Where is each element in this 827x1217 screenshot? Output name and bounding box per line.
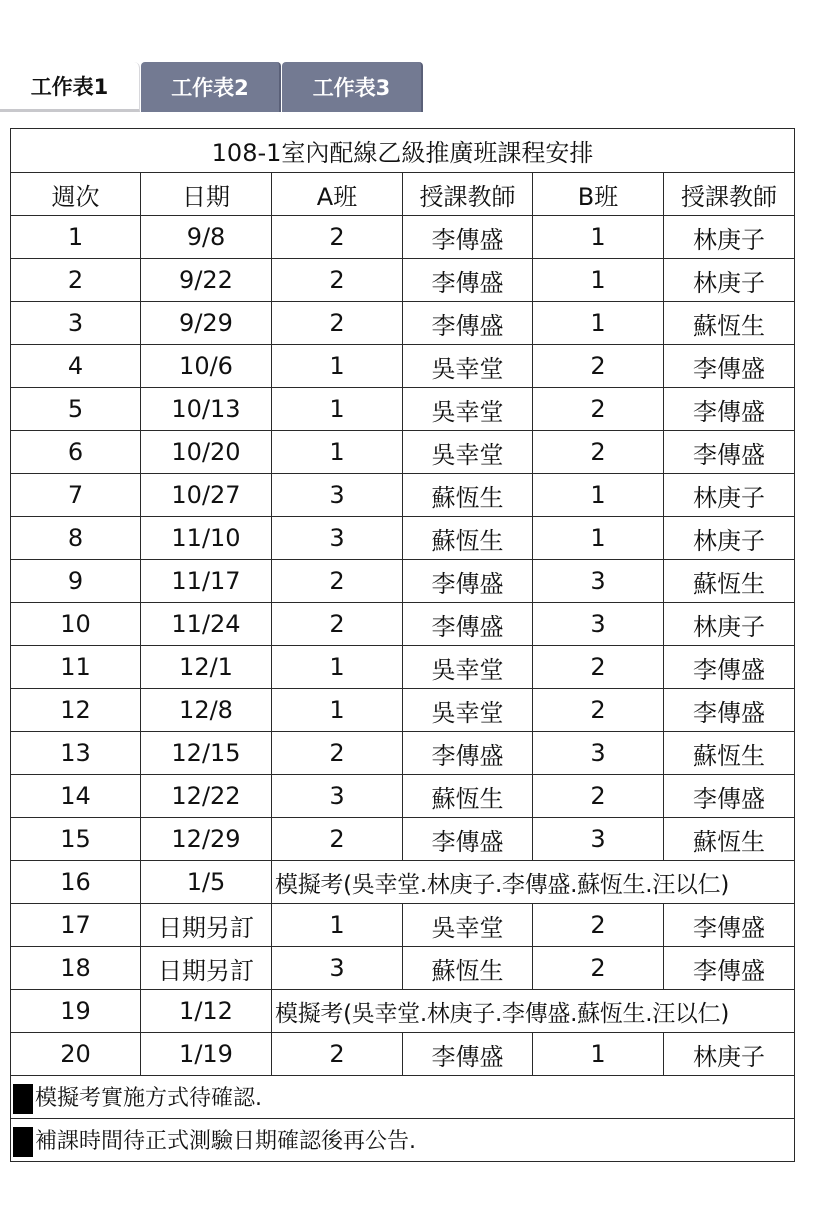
table-cell: 日期另訂 xyxy=(141,904,272,947)
table-row xyxy=(11,216,795,259)
table-cell: 吳幸堂 xyxy=(403,345,533,388)
table-cell: 1 xyxy=(533,1033,664,1076)
exam-note-cell: 模擬考(吳幸堂.林庚子.李傳盛.蘇恆生.汪以仁) xyxy=(272,861,795,904)
table-row xyxy=(11,302,795,345)
table-cell: 16 xyxy=(11,861,141,904)
table-cell: 2 xyxy=(11,259,141,302)
table-cell: 1 xyxy=(272,345,403,388)
table-cell: 李傳盛 xyxy=(403,818,533,861)
table-cell: 2 xyxy=(533,388,664,431)
table-row xyxy=(11,1033,795,1076)
table-cell: 9/8 xyxy=(141,216,272,259)
note-text: 模擬考實施方式待確認. xyxy=(35,1085,262,1111)
table-cell: 1/19 xyxy=(141,1033,272,1076)
exam-note-cell: 模擬考(吳幸堂.林庚子.李傳盛.蘇恆生.汪以仁) xyxy=(272,990,795,1033)
table-cell: 1 xyxy=(533,216,664,259)
table-cell: 2 xyxy=(272,560,403,603)
table-cell: 3 xyxy=(272,775,403,818)
table-row xyxy=(11,861,795,904)
table-cell: 林庚子 xyxy=(664,1033,795,1076)
table-cell: 李傳盛 xyxy=(403,1033,533,1076)
table-cell: 李傳盛 xyxy=(664,689,795,732)
table-cell: 12/1 xyxy=(141,646,272,689)
table-cell: 2 xyxy=(272,732,403,775)
table-cell: 蘇恆生 xyxy=(664,560,795,603)
table-cell: 6 xyxy=(11,431,141,474)
table-cell: 3 xyxy=(272,947,403,990)
table-cell: 1 xyxy=(272,646,403,689)
table-cell: 10/6 xyxy=(141,345,272,388)
table-cell: 9/29 xyxy=(141,302,272,345)
table-cell: 蘇恆生 xyxy=(664,732,795,775)
table-cell: 李傳盛 xyxy=(664,431,795,474)
table-row xyxy=(11,732,795,775)
table-cell: 20 xyxy=(11,1033,141,1076)
schedule-table xyxy=(10,128,795,1162)
table-cell: 3 xyxy=(533,818,664,861)
table-row xyxy=(11,431,795,474)
header-cell: 日期 xyxy=(141,173,272,216)
table-cell: 3 xyxy=(533,603,664,646)
table-cell: 李傳盛 xyxy=(664,904,795,947)
table-row xyxy=(11,259,795,302)
table-cell: 18 xyxy=(11,947,141,990)
table-cell: 蘇恆生 xyxy=(403,474,533,517)
note-row xyxy=(11,1076,795,1119)
table-cell: 蘇恆生 xyxy=(403,947,533,990)
table-row xyxy=(11,474,795,517)
table-cell: 12/8 xyxy=(141,689,272,732)
table-cell: 1/5 xyxy=(141,861,272,904)
table-cell: 李傳盛 xyxy=(664,646,795,689)
table-title: 108-1室內配線乙級推廣班課程安排 xyxy=(11,129,795,173)
table-row xyxy=(11,646,795,689)
table-cell: 2 xyxy=(533,646,664,689)
table-cell: 11 xyxy=(11,646,141,689)
table-cell: 1 xyxy=(272,388,403,431)
table-cell: 3 xyxy=(272,474,403,517)
table-cell: 蘇恆生 xyxy=(664,818,795,861)
table-cell: 8 xyxy=(11,517,141,560)
table-cell: 2 xyxy=(533,345,664,388)
table-cell: 李傳盛 xyxy=(403,603,533,646)
table-row xyxy=(11,775,795,818)
table-cell: 李傳盛 xyxy=(403,216,533,259)
tab-sheet-1[interactable]: 工作表1 xyxy=(0,62,140,112)
table-cell: 15 xyxy=(11,818,141,861)
table-cell: 1 xyxy=(533,517,664,560)
table-cell: 1 xyxy=(11,216,141,259)
table-cell: 日期另訂 xyxy=(141,947,272,990)
table-cell: 吳幸堂 xyxy=(403,646,533,689)
table-cell: 12 xyxy=(11,689,141,732)
tab-sheet-3[interactable]: 工作表3 xyxy=(282,62,423,112)
table-row xyxy=(11,345,795,388)
table-cell: 9/22 xyxy=(141,259,272,302)
table-cell: 2 xyxy=(272,216,403,259)
table-cell: 李傳盛 xyxy=(403,560,533,603)
table-cell: 3 xyxy=(11,302,141,345)
table-cell: 2 xyxy=(533,947,664,990)
table-cell: 10/13 xyxy=(141,388,272,431)
header-cell: 週次 xyxy=(11,173,141,216)
note-text: 補課時間待正式測驗日期確認後再公告. xyxy=(35,1128,416,1154)
table-cell: 5 xyxy=(11,388,141,431)
table-cell: 17 xyxy=(11,904,141,947)
table-cell: 2 xyxy=(272,302,403,345)
table-cell: 2 xyxy=(533,431,664,474)
table-cell: 12/29 xyxy=(141,818,272,861)
table-cell: 林庚子 xyxy=(664,474,795,517)
table-cell: 3 xyxy=(533,560,664,603)
note-cell xyxy=(11,1119,795,1162)
table-cell: 李傳盛 xyxy=(664,345,795,388)
table-cell: 李傳盛 xyxy=(403,302,533,345)
table-cell: 7 xyxy=(11,474,141,517)
title-row xyxy=(11,129,795,173)
table-cell: 2 xyxy=(272,818,403,861)
table-cell: 4 xyxy=(11,345,141,388)
table-cell: 11/24 xyxy=(141,603,272,646)
table-cell: 2 xyxy=(533,904,664,947)
header-cell: A班 xyxy=(272,173,403,216)
table-cell: 12/15 xyxy=(141,732,272,775)
table-cell: 1 xyxy=(272,689,403,732)
table-cell: 林庚子 xyxy=(664,517,795,560)
table-cell: 2 xyxy=(533,689,664,732)
table-cell: 吳幸堂 xyxy=(403,431,533,474)
header-cell: 授課教師 xyxy=(403,173,533,216)
table-cell: 吳幸堂 xyxy=(403,689,533,732)
table-cell: 李傳盛 xyxy=(403,732,533,775)
table-cell: 2 xyxy=(272,1033,403,1076)
table-cell: 1 xyxy=(533,259,664,302)
table-row xyxy=(11,689,795,732)
table-row xyxy=(11,560,795,603)
table-cell: 1 xyxy=(272,431,403,474)
table-cell: 9 xyxy=(11,560,141,603)
table-cell: 10/27 xyxy=(141,474,272,517)
header-row xyxy=(11,173,795,216)
table-cell: 李傳盛 xyxy=(403,259,533,302)
table-cell: 李傳盛 xyxy=(664,388,795,431)
table-cell: 10/20 xyxy=(141,431,272,474)
table-row xyxy=(11,904,795,947)
table-cell: 李傳盛 xyxy=(664,947,795,990)
table-cell: 10 xyxy=(11,603,141,646)
table-row xyxy=(11,603,795,646)
table-cell: 蘇恆生 xyxy=(403,775,533,818)
table-row xyxy=(11,388,795,431)
table-row xyxy=(11,517,795,560)
table-cell: 吳幸堂 xyxy=(403,904,533,947)
table-cell: 2 xyxy=(272,603,403,646)
sheet-tab-bar xyxy=(0,60,827,115)
table-cell: 林庚子 xyxy=(664,216,795,259)
note-cell xyxy=(11,1076,795,1119)
tab-sheet-2[interactable]: 工作表2 xyxy=(141,62,281,112)
table-cell: 林庚子 xyxy=(664,259,795,302)
table-row xyxy=(11,990,795,1033)
table-cell: 蘇恆生 xyxy=(664,302,795,345)
table-cell: 11/10 xyxy=(141,517,272,560)
table-cell: 蘇恆生 xyxy=(403,517,533,560)
table-cell: 1 xyxy=(272,904,403,947)
header-cell: 授課教師 xyxy=(664,173,795,216)
table-cell: 19 xyxy=(11,990,141,1033)
table-cell: 2 xyxy=(533,775,664,818)
table-cell: 1 xyxy=(533,474,664,517)
header-cell: B班 xyxy=(533,173,664,216)
table-row xyxy=(11,818,795,861)
table-cell: 13 xyxy=(11,732,141,775)
bullet-marker-icon xyxy=(13,1127,33,1157)
table-row xyxy=(11,947,795,990)
table-cell: 3 xyxy=(533,732,664,775)
table-cell: 12/22 xyxy=(141,775,272,818)
table-cell: 3 xyxy=(272,517,403,560)
table-cell: 14 xyxy=(11,775,141,818)
note-row xyxy=(11,1119,795,1162)
table-cell: 1/12 xyxy=(141,990,272,1033)
table-cell: 林庚子 xyxy=(664,603,795,646)
bullet-marker-icon xyxy=(13,1084,33,1114)
table-cell: 李傳盛 xyxy=(664,775,795,818)
table-cell: 吳幸堂 xyxy=(403,388,533,431)
table-cell: 1 xyxy=(533,302,664,345)
table-cell: 2 xyxy=(272,259,403,302)
table-cell: 11/17 xyxy=(141,560,272,603)
